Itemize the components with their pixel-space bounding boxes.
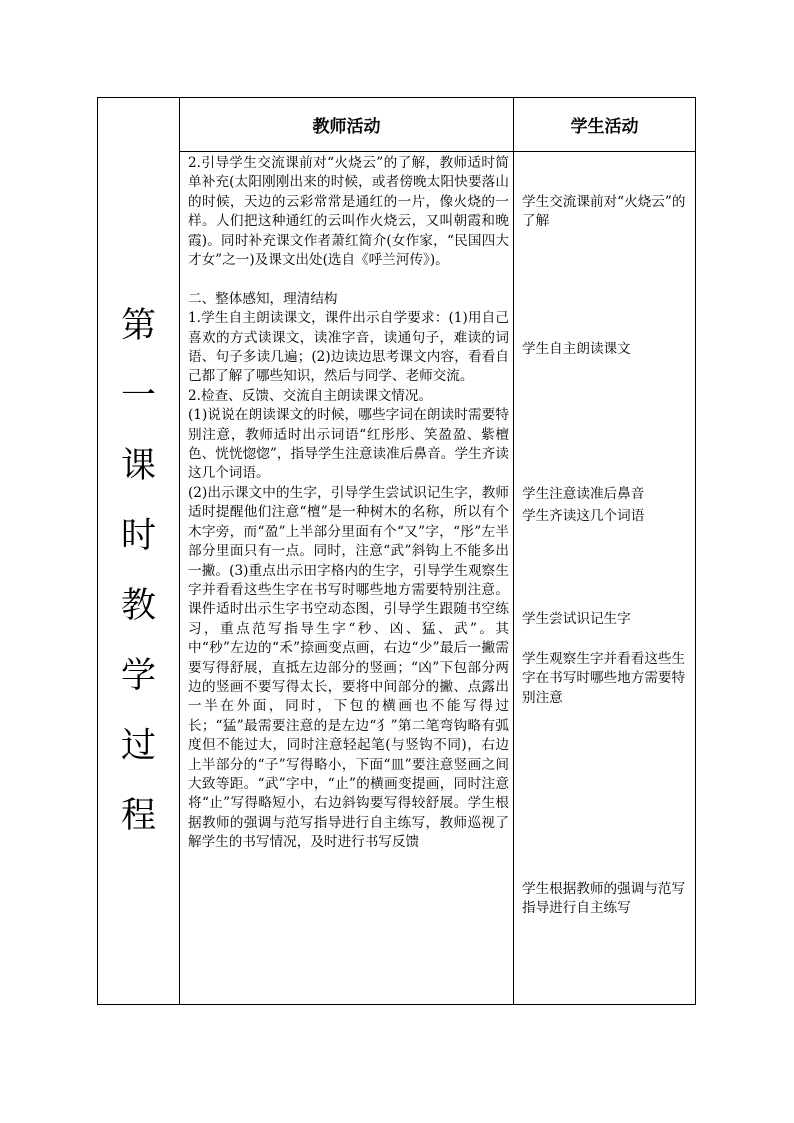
teacher-paragraph: 1.学生自主朗读课文，课件出示自学要求：(1)用自己喜欢的方式读课文，读准字音，读通句子，难读的词语、句子多读几遍；(2)边读边思考课文内容，看看自己都了解了哪些知识，然后与同学、老师交流。 [188, 310, 509, 385]
student-note: 学生交流课前对“火烧云”的了解 [522, 194, 686, 230]
teacher-activity-cell [180, 152, 514, 1005]
section-cell [98, 98, 180, 1005]
student-note: 学生自主朗读课文 [522, 341, 631, 357]
student-note: 学生观察生字并看看这些生字在书写时哪些地方需要特别注意 [522, 651, 686, 706]
teacher-paragraph: (1)说说在朗读课文的时候，哪些字词在朗读时需要特别注意，教师适时出示词语“红彤彤、笑盈盈、紫檀色、恍恍惚惚”，指导学生注意读准后鼻音。学生齐读这几个词语。 [188, 407, 509, 482]
paragraph-gap [188, 270, 509, 289]
student-note: 学生尝试识记生字 [522, 611, 631, 627]
student-note: 学生注意读准后鼻音 [522, 486, 645, 502]
student-activity-cell [514, 152, 696, 1005]
lesson-plan-table [97, 97, 696, 1005]
teacher-paragraph: (2)出示课文中的生字，引导学生尝试识记生字，教师适时提醒他们注意“檀”是一种树木的名称，所以有个木字旁，而“盈”上半部分里面有个“又”字，“彤”左半部分里面只有一点。同时，注意“武”斜钩上不能多出一撇。(3)重点出示田字格内的生字，引导学生观察生字并看看这些生字在书写时哪些地方需要特别注意。课件适时出示生字书空动态图，引导学生跟随书空练习，重点范写指导生字“秒、凶、猛、武”。其中“秒”左边的“禾”捺画变点画，右边“少”最后一撇需要写得舒展，直抵左边部分的竖画；“凶”下包部分两边的竖画不要写得太长，要将中间部分的撇、点露出一半在外面，同时，下包的横画也不能写得过长；“猛”最需要注意的是左边“犭”第二笔弯钩略有弧度但不能过大，同时注意轻起笔(与竖钩不同)，右边上半部分的“子”写得略小，下面“皿”要注意竖画之间大致等距。“武”字中，“止”的横画变提画，同时注意将“止”写得略短小，右边斜钩要写得较舒展。学生根据教师的强调与范写指导进行自主练写，教师巡视了解学生的书写情况，及时进行书写反馈 [188, 484, 509, 851]
teacher-paragraph: 2.引导学生交流课前对“火烧云”的了解，教师适时简单补充(太阳刚刚出来的时候，或者傍晚太阳快要落山的时候，天边的云彩常常是通红的一片，像火烧的一样。人们把这种通红的云叫作火烧云，又叫朝霞和晚霞)。同时补充课文作者萧红简介(女作家，“民国四大才女”之一)及课文出处(选自《呼兰河传》)。 [188, 155, 509, 269]
teacher-heading: 二、整体感知，理清结构 [188, 290, 338, 307]
content-row [98, 152, 696, 1005]
student-note: 学生根据教师的强调与范写指导进行自主练写 [522, 881, 686, 917]
header-row [98, 98, 696, 152]
teacher-paragraph: 2.检查、反馈、交流自主朗读课文情况。 [188, 387, 433, 404]
section-title: 第一课时教学过程 [120, 306, 156, 836]
student-note: 学生齐读这几个词语 [522, 508, 645, 524]
teacher-activity-header: 教师活动 [180, 98, 514, 152]
student-activity-header: 学生活动 [514, 98, 696, 152]
